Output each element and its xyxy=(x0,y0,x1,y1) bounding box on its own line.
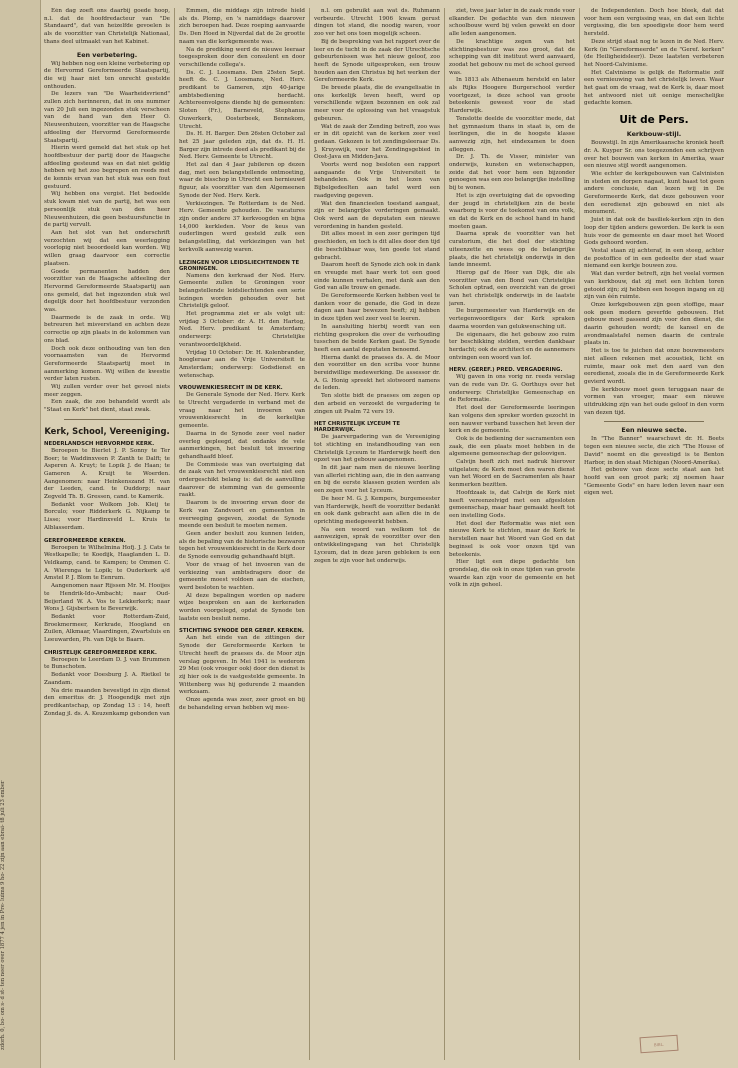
paragraph: Aangenomen naar Rijssen Mr. M. Hooijes te Hendrik-Ido-Ambacht; naar Oud-Beijerland W. A. Vos te Lekkerkerk; naar Wons J. Gijsbertsen te Beverwijk. xyxy=(44,583,170,613)
subsection-heading: GEREFORMEERDE KERKEN. xyxy=(44,537,126,544)
paragraph: De burgemeester van Harderwijk en de vertegenwoordigers der Kerk spraken daarna woorden van gelukwensching uit. xyxy=(449,308,575,330)
paragraph: Daarom is de invoering ervan door de Kerk van Zandvoort en gemeenten in overweging gegeven, zoodat de Synode meende een besluit te moeten nemen. xyxy=(179,500,305,530)
paragraph: Tenslotte deelde de voorzitter mede, dat het gymnasium thans in staat is, om de leerlingen, die in de hoogste klasse aanwezig zijn, het eindexamen te doen afleggen. xyxy=(449,115,575,153)
paragraph: Een zaak, die zoo behandeld wordt als "Staat en Kerk" het dient, staat zwak. xyxy=(44,399,170,414)
paragraph: Goede permanenten hadden den voorzitter van de Haagsche afdeeling der Hervormd Gereformeerde Staatspartij aan ons gemeld, dat het ingezonden stuk wel degelijk door het hoofdbestuur verzonden was. xyxy=(44,268,170,314)
section-title: Uit de Pers. xyxy=(619,114,689,127)
paragraph: Bouwstijl. In zijn Amerikaansche kroniek heeft dr. A. Kuyper Sr. ons toegezonden een schrijven over het bouwen van kerken in Amerika, waar een nieuwe stijl wordt aangenomen. xyxy=(584,140,724,170)
library-stamp: BIBL. xyxy=(639,1035,678,1054)
paragraph: De lezers van "De Waarheidsvriend" zullen zich herinneren, dat in ons nummer van 20 Juli een ingezonden stuk verscheen van de hand van den Heer O. Nieuwenhuizen, voorzitter van de Haagsche afdeeling der Hervormd Gereformeerde Staatspartij. xyxy=(44,91,170,144)
paragraph: Het programma ziet er als volgt uit: vrijdag 3 October: dr. A. H. den Hartog, Ned. Herv. predikant te Amsterdam; onderwerp: Christelijke verantwoordelijkheid. xyxy=(179,311,305,348)
paragraph: Bedankt voor Rotterdam-Zuid, Broekmermeer, Kerkrade, Hoogland en Zuilen, Alkmaar, Vlaardingen, Zwartsluis en Leeuwarden, Ph. van Dijk te Baarn. xyxy=(44,613,170,644)
subsection-heading: NEDERLANDSCH HERVORMDE KERK. xyxy=(44,440,155,447)
paragraph: Hierna dankt de praeses ds. A. de Moor den voorzitter en den scriba voor hunne bereidwillige medewerking. De assessor dr. A. G. Honig spreekt het slotwoord namens de leden. xyxy=(314,354,440,392)
paragraph: Aan het slot van het onderschrift verzochten wij dat een weerlegging voorlopig niet beoordeeld kan worden. Wij willen graag daarvoor een correctie plaatsen. xyxy=(44,229,170,267)
column-5 xyxy=(584,8,724,1060)
paragraph: Dit alles moest in een zeer geringen tijd geschieden, en toch is dit alles door den tijd die beschikbaar was, ten goede tot stand gebracht. xyxy=(314,231,440,261)
paragraph: Ds. C. J. Loosmans. Den 25sten Sept. heeft ds. C. J. Loosmans, Ned. Herv. predikant te Gameren, zijn 40-jarige ambtsbediening herdacht. Achtereenvolgens diende hij de gemeenten: Sloten (Fr.), Barneveld, Stephanus Ouwerkerk, Oosterbeek, Bennekom, Utrecht. xyxy=(179,69,305,130)
subsection-heading: HET CHRISTELIJK LYCEUM TE HARDERWIJK. xyxy=(314,421,401,434)
paragraph: Hierop gaf de Heer van Dijk, die als voorzitter van den Bond van Christelijke Scholen optrad, een overzicht van de groei van het christelijk onderwijs in de laatste jaren. xyxy=(449,269,575,307)
column-1 xyxy=(44,8,170,1060)
paragraph: Geen ander besluit zou kunnen leiden, als de bepaling van de historische bezwaren tegen het vrouwenkiesrecht in de Kerk door de Synode eenvoudig gehandhaafd blijft. xyxy=(179,531,305,561)
paragraph: Hoofdzaak is, dat Calvijn de Kerk niet heeft vereenzelvigd met een afgesloten gemeenschap, maar haar gemaakt heeft tot een instelling Gods. xyxy=(449,489,575,519)
section-heading: Een nieuwe secte. xyxy=(621,426,687,435)
paragraph: Het zal dan 4 Jaar jubileren op dezen dag, met een belangstellende ontmoeting, waar de bisschop in Utrecht een hernieuwd figuur, als voorzitter van den Algemeenen Synode der Ned. Herv. Kerk. xyxy=(179,162,305,199)
paragraph: Al deze bepalingen worden op nadere wijze besproken en aan de kerkeraden worden voorgelegd, opdat de Synode ten laatste een besluit neme. xyxy=(179,592,305,622)
paragraph: In "The Banner" waarschuwt dr. H. Beets tegen een nieuwe secte, die zich "The House of David" noemt en die gevestigd is te Benton Harbor, in den staat Michigan (Noord-Amerika). xyxy=(584,436,724,466)
paragraph: Beroepen te Leerdam D. J. van Brummen te Bunschoten. xyxy=(44,656,170,671)
paragraph: Wij gaven in ons vorig nr. reeds verslag van de rede van Dr. G. Oorthuys over het onderwerp: Christelijke Gemeenschap en de Reformatie. xyxy=(449,374,575,404)
paragraph: Na de prediking werd de nieuwe leeraar toegesproken door den consulent en door verschillende collega's. xyxy=(179,46,305,68)
paragraph: Eén dag zoeft ons daarbij goede hoop, n.l. dat de hoofdredacteur van "De Standaard", dat van heizelfde gevoelen is als de voorzitter van Christelijk Nationaal, thans deel uitmaakt van het Kabinet. xyxy=(44,8,170,45)
paragraph: Hier ligt een diepe gedachte ten grondslag, die ook in onze tijden van groote waarde kan zijn voor de gemeente en het volk in zijn geheel. xyxy=(449,559,575,589)
paragraph: Doch ook deze onthouding van ten den voornaamsten van de Hervormd Gereformeerde Staatspartij moet in aanmerking komen. Wij willen de kwestie verder laten rusten. xyxy=(44,345,170,383)
paragraph: ziet, twee jaar later in de zaak ronde voor elkander. De gedachte van den nieuwen schoolbouw werd bij velen gewekt en door alle leden aangenomen. xyxy=(449,8,575,38)
paragraph: De Commissie was van overtuiging dat de zaak van het vrouwenkiesrecht niet een ordergeschikt belang is: dat de aanvulling daarover de stemming van de gemeente raakt. xyxy=(179,461,305,499)
paragraph: Het is zijn overtuiging dat de opvoeding der jeugd in christelijken zin de beste waarborg is voor de toekomst van ons volk, en dat de Kerk en de school hand in hand moeten gaan. xyxy=(449,192,575,230)
paragraph: Bedankt voor Doesburg J. A. Rietkel te Zaandam. xyxy=(44,672,170,686)
paragraph: Onze kerkgebouwen zijn geen stoffige, maar ook geen modern geverfde gebouwen. Het gebouw moet passend zijn voor den dienst, die daarin gehouden wordt; de kansel en de avondmaalstafel nemen daarin de centrale plaats in. xyxy=(584,301,724,347)
paragraph: Na een woord van welkom tot de aanwezigen, sprak de voorzitter over den ontwikkelingsgang van het Christelijk Lyceum, dat in deze jaren gebleken is een zegen te zijn voor het onderwijs. xyxy=(314,526,440,564)
paragraph: Na drie maanden bevestigd in zijn dienst den emeritus dr. J. Hoogendijk met zijn predikantschap, op Zondag 13 : 14, heeft Zondag jl. ds. A. Keuzenkamp gebonden van xyxy=(44,687,170,717)
paragraph: Daarna sprak de voorzitter van het curatorium, die het doel der stichting uiteenzette en wees op de belangrijke plaats, die het christelijk onderwijs in den lande inneemt. xyxy=(449,231,575,269)
subsection-heading: CHRISTELIJK GEREFORMEERDE KERK. xyxy=(44,649,157,656)
paragraph: De eigenaars, die het gebouw zoo ruim ter beschikking stelden, werden dankbaar herdacht; ook de architect en de aannemers ontvingen een woord van lof. xyxy=(449,331,575,361)
paragraph: Verkiezingen. Te Rotterdam is de Ned. Herv. Gemeente gehouden. De vacatures zijn onder andere 37 kerkvoogden en bijna 14,000 kerkleden. Voor de keus van ouderlingen werd gesteld zulk een belangstelling, dat verkiezingen van het kerkvolk aanwezig waren. xyxy=(179,200,305,253)
gutter-text: zdorh. 0, bo- om s- d st- ten neer over 1877 4 jen in Pre- luims 9 ho- 22 zijn aan ebrai- t8 juli 23 ember xyxy=(0,780,6,1050)
paragraph: Dr. J. Th. de Visser, minister van onderwijs, kunsten en wetenschappen, zeide dat het voor hem een bijzonder genoegen was een zoo belangrijke instelling bij te wonen. xyxy=(449,154,575,192)
paragraph: Beroepen te Wilhelmina Hofj. J. J. Cats te Westkapelle; te Koedijk, Haaglanden L. D. Veldkamp, cand. te Kampen; te Ommen C. A. Wierenga te Lopik; te Ouderkerk a/d Amstel P. J. Blom te Eenrum. xyxy=(44,544,170,582)
previous-page-gutter xyxy=(0,0,41,1068)
paragraph: Daarmede is de zaak in orde. Wij betreuren het misverstand en achten deze correctie op zijn plaats in de kolommen van ons blad. xyxy=(44,314,170,344)
paragraph: De heer M. G. J. Kempers, burgemeester van Harderwijk, heeft de voorzitter bedankt en ook dank gebracht aan allen die in de oprichting medegewerkt hebben. xyxy=(314,495,440,525)
column-rule xyxy=(444,8,445,1060)
paragraph: Voor de vraag of het invoeren van de verkiezing van ambtsdragers door de gemeente moest voldoen aan de eischen, werd besloten te wachten. xyxy=(179,561,305,591)
column-4 xyxy=(449,8,575,1060)
paragraph: De krachtige zegen van het stichtingsbestuur was zoo groot, dat de schepping van dit instituut werd aanvaard, zoodat het gebouw nu met de school gereed was. xyxy=(449,38,575,76)
paragraph: Hierin werd gemeld dat het stuk op het hoofdbestuur der partij door de Haagsche afdeeling gesteund was en dat niet geldig hebben wij het zoo begrepen en reeds met de kennis ervan van het stuk was een fout gestuurd. xyxy=(44,145,170,190)
paragraph: Deze strijd staat nog te lezen in de Ned. Herv. Kerk (in "Gereformeerde" en de "Geref. kerken" (de Heiligheidsleer)). Deze laatsten verbeteren het Noord-Calvinisme. xyxy=(584,38,724,68)
paragraph: In aansluiting hierbij wordt van een richting gesproken die over de verhouding tusschen de beide Kerken gaat. De Synode heeft een aantal deputaten benoemd. xyxy=(314,323,440,353)
paragraph: Vestal staan zij achteraf, in een steeg, achter de postoffice of in een gedeelte der stad waar niemand een kerkje bouwen zou. xyxy=(584,247,724,270)
paragraph: De breede plaats, die de evangelisatie in ons kerkelijk leven heeft, werd op verschillende wijzen bezonnen en ook zal meer voor de oplossing van het vraagstuk gebeuren. xyxy=(314,85,440,122)
paragraph: Het gebouw van deze secte staat aan het hoofd van een groot park; zij noemen haar "Gemeente Gods" en hare leden leven naar een eigen wet. xyxy=(584,467,724,497)
paragraph: Bedankt voor Wolkom Job. Kleij te Borculo; voor Ridderkerk G. Nijkamp te Lisse; voor Hardinxveld L. Kruis te Alblasserdam. xyxy=(44,501,170,531)
column-rule xyxy=(579,8,580,1060)
paragraph: Wij hebben nog een kleine verbetering op de Hervormd Gereformeerde Staatspartij, die wij haar niet ten onrecht gestelde onthouden. xyxy=(44,60,170,90)
paragraph: In dit jaar nam men de nieuwe leerling van allerlei richting aan, die in den aanvang en bij de eerste klassen gezien werden als een zegen voor het Lyceum. xyxy=(314,465,440,495)
paragraph: Juist in dat ook de basiliek-kerken zijn in den loop der tijden anders geworden. De kerk is een huis voor de gemeente en daar moet het Woord Gods gehoord worden. xyxy=(584,217,724,247)
paragraph: Ook is de bediening der sacramenten een zaak, die een plaats moet hebben in de algemeene gemeenschap der geloovigen. xyxy=(449,435,575,458)
paragraph: Wat de zaak der Zending betreft, zoo was er in dit opzicht van de kerken zeer veel gedaan. Gekozen is tot zendingsleeraar Ds. J. Kruyswijk, voor het Zendingsgebied in Oost-Java en Midden-Java. xyxy=(314,123,440,161)
paragraph: Wat dan verder betreft, zijn het veelal vormen van kerkbouw, dat zij met een lichten toren getooid zijn; zij hebben een hoogen ingang en zij zijn van één ruimte. xyxy=(584,271,724,301)
paragraph: n.l. om gebruikt aan wat ds. Ruhmann verbeurde. Utrecht 1906 kwam gerust dingen tot stand, die noodig waren, voor zoo ver het ons toen mogelijk scheen. xyxy=(314,8,440,38)
subsection-heading: LEZINGEN VOOR LEIDSLIECHTENDEN TE GRONINGEN. xyxy=(179,259,300,272)
paragraph: Het doel der Reformatie was niet een nieuwe Kerk te stichten, maar de Kerk te herstellen naar het Woord van God en dat beginsel is ook voor onzen tijd van beteekenis. xyxy=(449,520,575,558)
paragraph: Het doel der Gereformeerde leeringen kan volgens den spreker worden gezocht in een nauwer verband tusschen het leven der kerk en de gemeente. xyxy=(449,405,575,435)
paragraph: Voorts werd nog besloten een rapport aangaande de Vrije Universiteit te behandelen. Ook in het lezen van Bijbelgedeelten aan tafel werd een raadgeving gegeven. xyxy=(314,162,440,199)
paragraph: Beroepen te Bierlet J. P. Sonny te Ter Boer; te Waddinxveen P. Zanth te Dalft; te Asperen A. Kruyt; te Lopik J. de Haan; te Gameren A. Kruijt te Woerden. Aangenomen: naar Heinkenszand H. van der Leeden, cand. te Ouddorp; naar Zegveld Th. B. Gressen, cand. te Kamerik. xyxy=(44,447,170,501)
column-2 xyxy=(179,8,305,1060)
paragraph: Het is toe te juichen dat onze bouwmeesters niet alleen rekenen met acoustiek, licht en ruimte, maar ook met den aard van den eeredienst, zooals die in de Gereformeerde Kerk gevierd wordt. xyxy=(584,348,724,385)
column-rule xyxy=(174,8,175,1060)
paragraph: Ten slotte bidt de praeses om zegen op den arbeid en verzoekt de vergadering te zingen uit Psalm 72 vers 19. xyxy=(314,393,440,415)
paragraph: Calvijn heeft zich met nadruk hierover uitgelaten; de Kerk moet den waren dienst van het Woord en de Sacramenten als haar kenmerken bezitten. xyxy=(449,459,575,489)
paragraph: Emmen, die middags zijn intrede hield als ds. Plomp, en 's namiddags daarover zich beroepen had. Deze roeping aanvaarde Ds. Den Hoed in Nijverdal dat de 2e grootte naam van die kerkgemeente was. xyxy=(179,8,305,45)
paragraph: De jaarvergadering van de Vereeniging tot stichting en instandhouding van een Christelijk Lyceum te Harderwijk heeft den opzet van het gebouw aangenomen. xyxy=(314,434,440,464)
paragraph: De kerkbouw moet geen teruggaan naar de vormen van vroeger, maar een nieuwe uitdrukking zijn van het oude geloof in den vorm van dezen tijd. xyxy=(584,386,724,416)
divider xyxy=(64,419,150,420)
newspaper-page xyxy=(44,8,730,1060)
paragraph: Onze agenda was zeer, zeer groot en bij de behandeling ervan hebben wij mee- xyxy=(179,697,305,711)
paragraph: Vrijdag 10 October: Dr. H. Kolenbrander, hoogleraar aan de Vrije Universiteit te Amsterdam; onderwerp: Godsdienst en wetenschap. xyxy=(179,349,305,379)
section-heading: Een verbetering. xyxy=(76,50,138,59)
section-heading: Kerkbouw-stijl. xyxy=(626,130,682,139)
paragraph: Wij hebben ons vergist. Het bedoelde stuk kwam niet van de partij, het was een persoonlijk stuk van den heer Nieuwenhuizen, die geen bestuursfunctie in de partij vervult. xyxy=(44,191,170,229)
paragraph: Wie echter de kerkgebouwen van Calvinisten in steden en dorpen nagaat, kunt baast tot geen andere conclusie, dan lezen wij in De Gereformeerde Kerk, dat deze gebouwen voor den eeredienst zijn gebouwd en niet als monument. xyxy=(584,170,724,216)
subsection-heading: HERV. (GEREF.) PRED. VERGADERING. xyxy=(449,367,563,374)
paragraph: de Independenten. Doch hoe bleek, dat dat voor hem een vergissing was, en dat een lichte vergissing, die ten spoedigste door hem werd hersteld. xyxy=(584,8,724,38)
subsection-heading: STICHTING SYNODE DER GEREF. KERKEN. xyxy=(179,628,304,635)
column-rule xyxy=(309,8,310,1060)
paragraph: Wat den financieelen toestand aangaat, zijn er belangrijke vorderingen gemaakt. Ook werd aan de deputaten een nieuwe verordening in handen gesteld. xyxy=(314,200,440,230)
section-title: Kerk, School, Vereeniging. xyxy=(44,425,170,436)
paragraph: Bij de bespreking van het rapport over de leer en de tucht in de zaak der Utrechtsche gebeurtenissen was het nieuw geloof, zoo heeft de Synode uitgesproken, een trouw houden aan den Christus bij het werken der Gereformeerde Kerk. xyxy=(314,38,440,84)
paragraph: Daarna in de Synode zeer veel nader overleg gepleegd, dat ondanks de vele aanmerkingen, het besluit tot invoering gehandhaafd bleef. xyxy=(179,430,305,460)
paragraph: De Gereformeerde Kerken hebben veel te danken voor de genade, die God in deze dagen aan haar bewezen heeft; zij hebben in deze tijden wel zeer veel te leeren. xyxy=(314,293,440,323)
paragraph: De Generale Synode der Ned. Herv. Kerk te Utrecht vergaderde in verband met de vraag naar het invoeren van vrouwenkiesrecht in de kerkelijke gemeente. xyxy=(179,392,305,430)
paragraph: Namens den kerkraad der Ned. Herv. Gemeente zullen te Groningen voor belangstellende leidsliechtenden een serie lezingen worden gehouden over het Christelijk geloof. xyxy=(179,272,305,310)
paragraph: Daarom heeft de Synode zich ook in dank en vreugde met haar werk tot een goed einde kunnen verhalen, met dank aan den God van alle trouw en genade. xyxy=(314,262,440,292)
paragraph: In 1813 als Athenaeum hersteld en later als Rijks Hoogere Burgerschool verder voortgezet, is deze school van groote beteekenis geweest voor de stad Harderwijk. xyxy=(449,77,575,115)
paragraph: Wij zullen verder over het gevoel niets meer zeggen. xyxy=(44,384,170,398)
subsection-heading: VROUWENKIESRECHT IN DE KERK. xyxy=(179,385,283,392)
column-3 xyxy=(314,8,440,1060)
paragraph: Het Calvinisme is gelijk de Reformatie zelf een vernieuwing van het christelijk leven. Waar het gaat om de vraag, wat de Kerk is, daar moet het antwoord niet uit eenige menschelijke gedachte komen. xyxy=(584,69,724,107)
divider xyxy=(604,421,704,422)
paragraph: Aan het einde van de zittingen der Synode der Gereformeerde Kerken te Utrecht heeft de praeses ds. de Moor zijn verslag gegeven. In Mei 1941 is wederom 29 Mei (ook vroeger ook) door den dienst is zij hier ook is de vastgestelde gemeente. In Wittenberg was hij gedurende 2 maanden werkzaam. xyxy=(179,635,305,696)
paragraph: Ds. H. H. Barger. Den 26sten October zal het 25 jaar geleden zijn, dat ds. H. H. Barger zijn intrede deed als predikant bij de Ned. Herv. Gemeente te Utrecht. xyxy=(179,131,305,161)
